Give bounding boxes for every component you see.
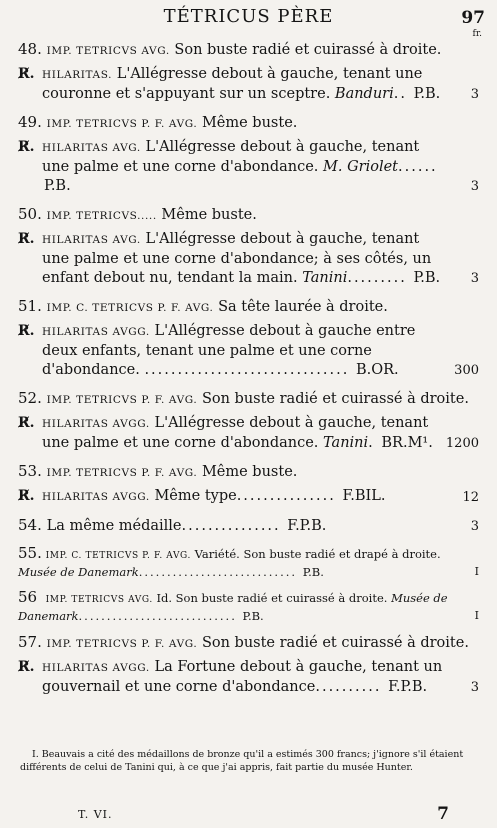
entry-number: 53.	[18, 462, 42, 480]
obverse-legend: IMP. TETRICVS AVG.	[45, 595, 153, 605]
reverse-symbol: R̸.	[18, 488, 35, 504]
reverse-symbol: R̸.	[18, 415, 35, 431]
reverse-symbol: R̸.	[18, 231, 35, 247]
metal: P.B.	[302, 565, 324, 579]
reverse-symbol: R̸.	[18, 659, 35, 675]
reverse-legend: HILARITAS AVG.	[42, 142, 141, 154]
entry-number: 48.	[18, 40, 42, 58]
reverse-symbol: R̸.	[18, 323, 35, 339]
source-reference: Musée de Danemark	[18, 565, 139, 579]
entry-number: 55.	[18, 544, 42, 562]
reverse-description: L'Allégresse debout à gauche entre deux enfants, tenant une palme et une corne d'abondance.	[42, 323, 416, 378]
reverse-block	[18, 322, 487, 380]
page-header	[0, 4, 497, 44]
metal: P.B.	[242, 609, 264, 623]
catalog-entry-49	[0, 113, 497, 196]
obverse-legend: IMP. TETRICVS P. F. AVG.	[46, 118, 198, 130]
price: 3	[470, 87, 479, 102]
leader-dots: ...............................	[144, 362, 350, 378]
leader-dots: .	[368, 435, 375, 451]
obverse-line	[18, 462, 487, 483]
obverse-description: Id. Son buste radié et cuirassé à droite.	[156, 591, 388, 605]
catalog-entry-56	[0, 589, 497, 624]
reverse-block	[18, 487, 487, 507]
page-footer	[0, 804, 497, 824]
obverse-legend: IMP. C. TETRICVS P. F. AVG.	[46, 302, 214, 314]
catalog-entry-48	[0, 40, 497, 104]
reverse-block	[18, 230, 487, 288]
obverse-description: Même buste.	[201, 115, 298, 131]
source-reference: Musée de Danemark	[18, 591, 448, 623]
entry-number: 49.	[18, 113, 42, 131]
reverse-block	[18, 414, 487, 453]
reverse-symbol: R̸.	[18, 66, 35, 82]
obverse-description: Son buste radié et cuirassé à droite.	[174, 42, 442, 58]
reverse-symbol: R̸.	[18, 139, 35, 155]
obverse-line	[18, 205, 487, 226]
obverse-line	[18, 113, 487, 134]
reverse-description: L'Allégresse debout à gauche, tenant une palme et une corne d'abondance.	[42, 415, 429, 451]
obverse-line	[18, 40, 487, 61]
entry-number: 52.	[18, 389, 42, 407]
obverse-line	[18, 297, 487, 318]
page-number: 97	[461, 8, 485, 28]
obverse-line	[18, 589, 487, 624]
entry-number: 50.	[18, 205, 42, 223]
catalog-entry-50	[0, 205, 497, 288]
metal: P.B.	[413, 86, 441, 102]
obverse-legend: IMP. TETRICVS.....	[46, 210, 157, 222]
catalog-entry-54	[0, 516, 497, 536]
source-reference: M. Griolet	[323, 159, 399, 175]
reverse-legend: HILARITAS AVG.	[42, 234, 141, 246]
metal: BR.M¹.	[381, 435, 433, 451]
obverse-legend: IMP. TETRICVS AVG.	[46, 45, 170, 57]
obverse-line	[18, 389, 487, 410]
catalog-entry-53	[0, 462, 497, 507]
leader-dots: .........	[347, 270, 407, 286]
obverse-legend: IMP. TETRICVS P. F. AVG.	[46, 467, 198, 479]
obverse-description: Même buste.	[161, 207, 257, 223]
leader-dots: ............................	[138, 565, 298, 579]
price: I	[474, 565, 479, 578]
price: 3	[470, 271, 479, 286]
reverse-legend: HILARITAS AVGG.	[42, 491, 150, 503]
leader-dots: ............................	[78, 609, 237, 623]
obverse-description: Son buste radié et cuirassé à droite.	[201, 391, 469, 407]
obverse-legend: IMP. TETRICVS P. F. AVG.	[46, 394, 198, 406]
metal: F.BIL.	[342, 488, 386, 504]
entry-number: 56	[18, 588, 38, 606]
entry-number: 54.	[18, 516, 42, 534]
price: 3	[470, 519, 479, 534]
metal: F.P.B.	[287, 518, 327, 534]
price: 12	[462, 490, 479, 505]
leader-dots: ..	[393, 86, 407, 102]
metal: B.OR.	[355, 362, 399, 378]
catalog-entry-57	[0, 633, 497, 697]
price: 300	[454, 363, 479, 378]
obverse-line	[18, 633, 487, 654]
entry-number: 51.	[18, 297, 42, 315]
obverse-description: Variété. Son buste radié et drapé à droite.	[194, 547, 441, 561]
obverse-line	[18, 516, 487, 536]
catalog-entry-55	[0, 545, 497, 580]
source-reference: Tanini	[323, 435, 369, 451]
footnote: I. Beauvais a cité des médaillons de bronze qu'il a estimés 300 francs; j'ignore s'il étaient différents de celui de Tanini qui, à ce que j'ai appris, fait partie du musée Hunter.	[20, 749, 464, 773]
reverse-description: L'Allégresse debout à gauche, tenant une palme et une corne d'abondance; à ses côtés, un enfant debout nu, tendant la main.	[42, 231, 432, 286]
metal: F.P.B.	[388, 679, 428, 695]
obverse-legend: IMP. TETRICVS P. F. AVG.	[46, 638, 198, 650]
reverse-description: L'Allégresse debout à gauche, tenant une palme et une corne d'abondance.	[42, 139, 420, 175]
price: 3	[470, 680, 479, 695]
price: 1200	[445, 436, 479, 451]
leader-dots: ...............	[236, 488, 336, 504]
catalog-entry-51	[0, 297, 497, 380]
reverse-legend: HILARITAS AVGG.	[42, 418, 150, 430]
leader-dots: ..........	[315, 679, 382, 695]
leader-dots: ...............	[181, 518, 281, 534]
reverse-description: L'Allégresse debout à gauche, tenant une couronne et s'appuyant sur un sceptre.	[42, 66, 423, 102]
obverse-description: La même médaille	[46, 518, 182, 534]
source-reference: Tanini	[302, 270, 348, 286]
running-title: TÉTRICUS PÈRE	[163, 6, 334, 27]
volume-marker: T. VI.	[78, 808, 113, 821]
reverse-block	[18, 658, 487, 697]
reverse-legend: HILARITAS AVGG.	[42, 662, 150, 674]
metal: P.B.	[413, 270, 441, 286]
coin-catalog	[0, 40, 497, 706]
reverse-block	[18, 138, 487, 196]
reverse-legend: HILARITAS.	[42, 69, 113, 81]
reverse-block	[18, 65, 487, 104]
obverse-description: Sa tête laurée à droite.	[218, 299, 388, 315]
catalog-entry-52	[0, 389, 497, 453]
reverse-description: Même type	[154, 488, 237, 504]
obverse-line	[18, 545, 487, 580]
price: I	[474, 609, 479, 622]
obverse-description: Son buste radié et cuirassé à droite.	[201, 635, 469, 651]
obverse-description: Même buste.	[201, 464, 298, 480]
metal: P.B.	[44, 178, 71, 194]
currency-unit: fr.	[472, 29, 482, 39]
price: 3	[470, 179, 479, 194]
obverse-legend: IMP. C. TETRICVS P. F. AVG.	[45, 551, 191, 561]
signature-number: 7	[437, 804, 449, 824]
entry-number: 57.	[18, 633, 42, 651]
reverse-description: La Fortune debout à gauche, tenant un gouvernail et une corne d'abondance	[42, 659, 443, 695]
leader-dots: ......	[398, 159, 438, 175]
reverse-legend: HILARITAS AVGG.	[42, 326, 150, 338]
source-reference: Banduri	[334, 86, 394, 102]
